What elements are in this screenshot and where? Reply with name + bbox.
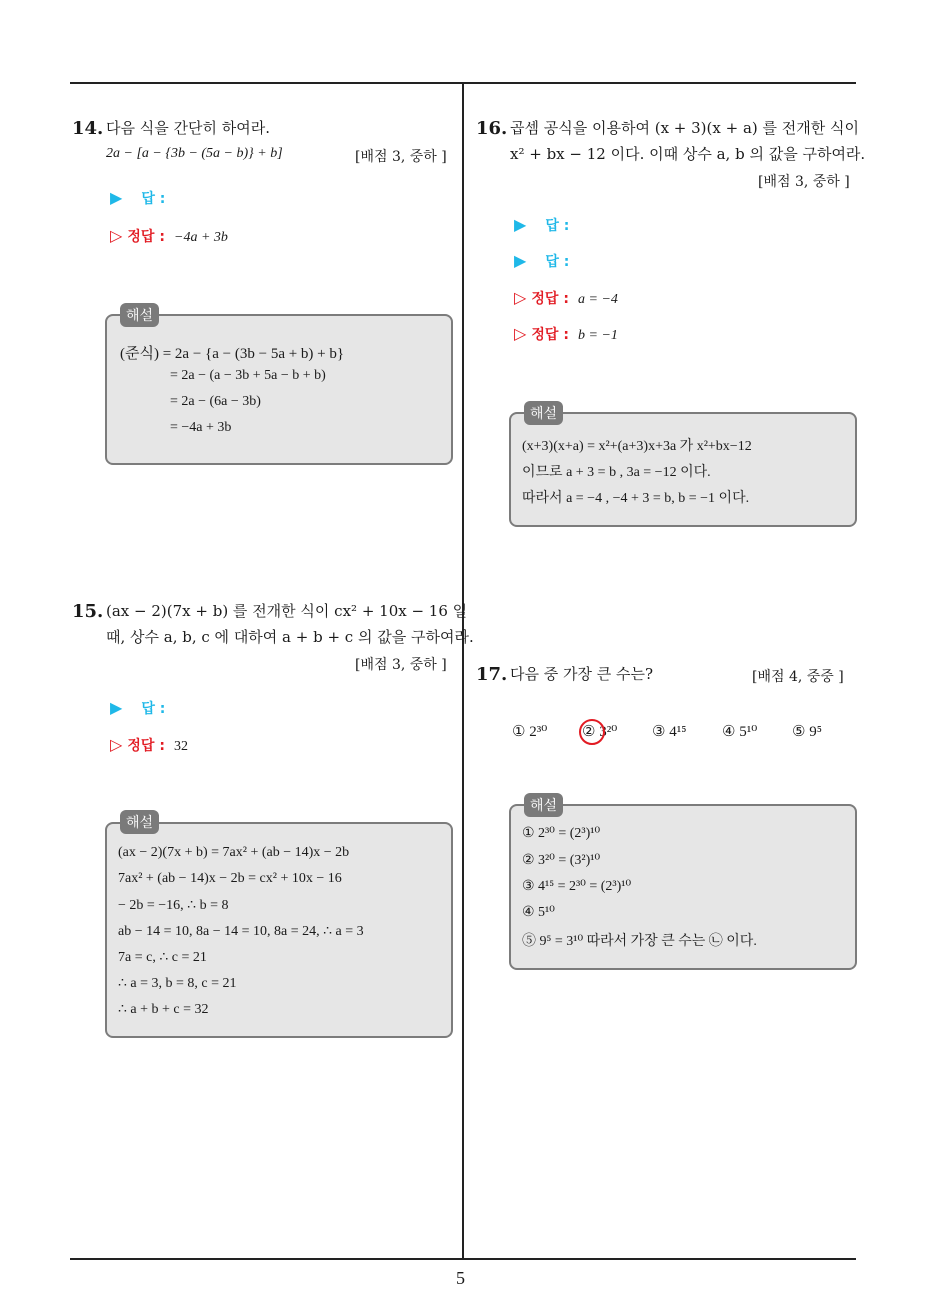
- choice-2[interactable]: ② 3²⁰: [582, 724, 618, 740]
- correct-value: −4a + 3b: [174, 230, 228, 245]
- play-arrow-icon: ▶: [514, 215, 527, 234]
- solution-box: [105, 314, 453, 465]
- correct-label: 정답 :: [531, 291, 569, 307]
- solution-line: ③ 4¹⁵ = 2³⁰ = (2³)¹⁰: [522, 879, 632, 894]
- solution-line: − 2b = −16, ∴ b = 8: [118, 898, 229, 913]
- correct-answer-row-1: [514, 288, 618, 308]
- score-meta: [배점 3, 중하 ]: [758, 174, 850, 190]
- correct-value: b = −1: [578, 328, 618, 343]
- solution-line: (x+3)(x+a) = x²+(a+3)x+3a 가 x²+bx−12: [522, 439, 752, 454]
- correct-answer-row: [110, 226, 228, 246]
- solution-line: ⑤ 9⁵ = 3¹⁰ 따라서 가장 큰 수는 ㉡ 이다.: [522, 934, 757, 949]
- question-text: 다음 식을 간단히 하여라.: [106, 119, 270, 137]
- question-number: 17.: [476, 664, 508, 685]
- solution-tab: 해설: [120, 810, 159, 834]
- outline-triangle-icon: ▷: [110, 226, 123, 245]
- selected-choice-mark: [579, 719, 605, 745]
- solution-line: ④ 5¹⁰: [522, 905, 555, 920]
- solution-line: (준식) = 2a − {a − (3b − 5a + b) + b}: [120, 346, 345, 362]
- correct-label: 정답 :: [127, 229, 165, 245]
- choice-3[interactable]: ③ 4¹⁵: [652, 724, 687, 740]
- answer-input-row[interactable]: [110, 188, 165, 208]
- solution-line: 따라서 a = −4 , −4 + 3 = b, b = −1 이다.: [522, 491, 750, 506]
- solution-line: 7a = c, ∴ c = 21: [118, 950, 207, 965]
- score-meta: [배점 3, 중하 ]: [355, 657, 447, 673]
- choice-1[interactable]: ① 2³⁰: [512, 724, 548, 740]
- answer-input-row[interactable]: [110, 698, 165, 718]
- question-text-line-1: 곱셈 공식을 이용하여 (x + 3)(x + a) 를 전개한 식이: [510, 119, 859, 137]
- solution-line: 7ax² + (ab − 14)x − 2b = cx² + 10x − 16: [118, 871, 342, 886]
- solution-line: = 2a − (6a − 3b): [170, 394, 261, 409]
- solution-tab: 해설: [524, 401, 563, 425]
- question-text-line-1: (ax − 2)(7x + b) 를 전개한 식이 cx² + 10x − 16 일: [106, 602, 468, 620]
- correct-answer-row: [110, 735, 188, 755]
- play-arrow-icon: ▶: [110, 698, 123, 717]
- score-meta: [배점 4, 중중 ]: [752, 669, 844, 685]
- answer-label: 답 :: [545, 218, 570, 234]
- solution-line: = 2a − (a − 3b + 5a − b + b): [170, 368, 326, 383]
- correct-label: 정답 :: [127, 738, 165, 754]
- answer-label: 답 :: [141, 191, 166, 207]
- play-arrow-icon: ▶: [514, 251, 527, 270]
- solution-tab: 해설: [524, 793, 563, 817]
- score-meta: [배점 3, 중하 ]: [355, 149, 447, 165]
- outline-triangle-icon: ▷: [514, 288, 527, 307]
- page-number: 5: [456, 1268, 465, 1288]
- correct-label: 정답 :: [531, 327, 569, 343]
- answer-label: 답 :: [545, 254, 570, 270]
- answer-input-row-2[interactable]: [514, 251, 569, 271]
- outline-triangle-icon: ▷: [110, 735, 123, 754]
- solution-line: ab − 14 = 10, 8a − 14 = 10, 8a = 24, ∴ a = 3: [118, 924, 364, 939]
- question-text-line-2: x² + bx − 12 이다. 이때 상수 a, b 의 값을 구하여라.: [510, 145, 866, 163]
- solution-line: ② 3²⁰ = (3²)¹⁰: [522, 853, 601, 868]
- solution-line: ∴ a + b + c = 32: [118, 1002, 209, 1017]
- bottom-rule: [70, 1258, 856, 1260]
- correct-answer-row-2: [514, 324, 618, 344]
- question-text-line-2: 때, 상수 a, b, c 에 대하여 a + b + c 의 값을 구하여라.: [106, 628, 474, 646]
- solution-line: = −4a + 3b: [170, 420, 232, 435]
- answer-label: 답 :: [141, 701, 166, 717]
- outline-triangle-icon: ▷: [514, 324, 527, 343]
- question-number: 16.: [476, 118, 508, 139]
- solution-line: ∴ a = 3, b = 8, c = 21: [118, 976, 237, 991]
- solution-tab: 해설: [120, 303, 159, 327]
- choice-5[interactable]: ⑤ 9⁵: [792, 724, 822, 740]
- solution-line: ① 2³⁰ = (2³)¹⁰: [522, 826, 601, 841]
- question-number: 14.: [72, 118, 104, 139]
- solution-line: 이므로 a + 3 = b , 3a = −12 이다.: [522, 465, 711, 480]
- question-text: 다음 중 가장 큰 수는?: [510, 665, 654, 683]
- solution-line: (ax − 2)(7x + b) = 7ax² + (ab − 14)x − 2b: [118, 845, 350, 860]
- play-arrow-icon: ▶: [110, 188, 123, 207]
- question-expression: 2a − [a − {3b − (5a − b)} + b]: [106, 146, 283, 161]
- answer-input-row-1[interactable]: [514, 215, 569, 235]
- choice-4[interactable]: ④ 5¹⁰: [722, 724, 758, 740]
- column-divider: [462, 83, 464, 1259]
- correct-value: 32: [174, 739, 189, 754]
- question-number: 15.: [72, 601, 104, 622]
- correct-value: a = −4: [578, 292, 618, 307]
